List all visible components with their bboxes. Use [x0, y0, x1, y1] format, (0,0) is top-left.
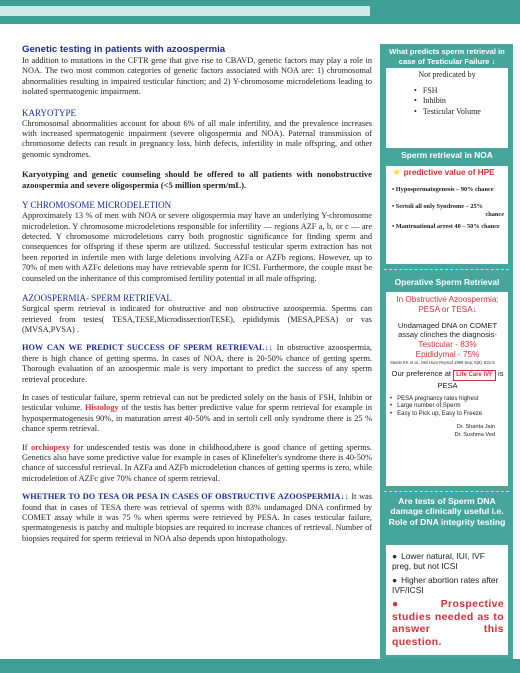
top-banner: [0, 0, 520, 24]
orchiopexy-highlight: orchiopexy: [30, 442, 70, 452]
operative-panel: [386, 292, 508, 486]
operative-testicular: Testicular - 83%: [418, 339, 477, 349]
signature-name: Dr. Sushma Ved: [454, 431, 495, 438]
dna-item-text: Lower natural, IUI, IVF preg, but not ICSI: [392, 551, 485, 571]
dna-item: ● Lower natural, IUI, IVF preg, but not ICSI: [392, 551, 485, 571]
predict-heading: HOW CAN WE PREDICT SUCCESS OF SPERM RETRIEVAL↓↓: [22, 343, 273, 353]
hpe-panel: [386, 166, 508, 264]
tesa-text: It was found that in cases of TESA there was retrieval of sperms with 83% undamaged DNA confirmed by COMET assay while it was 75 % when sperms were retrieved by PESA. In cases testicular failure, spermatogenesis is patchy and multiple biopsies are required to increase chances of retrieval. Number of biopsies required for sperm retrieval in NOA also depends upon histopathology.: [22, 492, 373, 543]
operative-reference: Steele EK et al., Mol Hum Reprod 1999 Sep; 5(9): 831-5: [390, 359, 495, 365]
box1-list: [386, 86, 508, 118]
histology-highlight: Histology: [84, 403, 119, 413]
karyotype-heading: KARYOTYPE: [22, 107, 77, 118]
orchiopexy-paragraph: [22, 443, 372, 485]
lifecare-logo: Life Care IVF: [453, 370, 496, 381]
top-banner-band: [0, 6, 370, 16]
sperm-retrieval-paragraph: Surgical sperm retrieval is indicated for obstructive and non obstructive azoospermia. Sperms can retrieved from testes( TESA,TESE,MicrodissectionTESE), epididymis (MESA,PESA) or vas (MVSA,PVSA) .: [22, 304, 372, 334]
bottom-banner: [0, 659, 520, 673]
signature-block: [390, 424, 505, 438]
hpe-item: • Sertoli all only Syndrome – 25% chance: [392, 203, 504, 218]
hpe-subtitle-text: predictive value of HPE: [403, 168, 495, 177]
hpe-item-label: Mantruational arrest 40 – 50% chance: [395, 223, 500, 230]
sidebar: [380, 44, 513, 659]
hpe-item-label: Hypospermatogenesis – 90% chance: [395, 186, 494, 193]
box1-item: • FSH: [414, 86, 508, 97]
operative-title: Operative Sperm Retrieval: [394, 277, 500, 287]
dna-title: [386, 496, 508, 527]
main-column: [22, 44, 372, 544]
intro-paragraph: In addition to mutations in the CFTR gene that give rise to CBAVD, genetic factors may play a role in NOA. The two most common categories of genetic factors associated with NOA are: 1) chromosomal abnormalities resulting in impaired testicular function; and 2) Y-chromosome microdeletions leading to isolated spermatogenic impairment.: [22, 56, 372, 97]
karyotype-recommendation: Karyotyping and genetic counseling should be offered to all patients with nonobstructive azoospermia and severe oligospermia (<5 million sperm/mL).: [22, 169, 372, 191]
operative-preference: [390, 369, 505, 391]
signature-name: Dr. Shanta Jain: [456, 424, 495, 431]
dna-item: ● Higher abortion rates after IVF/ICSI: [392, 575, 499, 595]
box1-item: • Inhibin: [414, 96, 508, 107]
failure-paragraph: [22, 393, 372, 435]
predict-text: In obstructive azoospermia, there is high chance of getting sperms. In cases of NOA, there is 20-50% chance of getting sperm. Thorough evaluation of an azoospermic male is very important to predict the success of any sperm retrieval procedure.: [22, 343, 372, 384]
box1-item: • Testicular Volume: [414, 107, 508, 118]
dna-title-text: Are tests of Sperm DNA damage clinically useful i.e. Role of DNA integrity testing: [388, 496, 506, 527]
section-title: Genetic testing in patients with azoospermia: [22, 44, 226, 55]
operative-item: • Easy to Pick up, Easy to Freeze: [390, 411, 505, 419]
hpe-title: Sperm retrieval in NOA: [401, 150, 493, 160]
hpe-item: • Hypospermatogenesis – 90% chance: [392, 186, 494, 193]
operative-dna: Undamaged DNA on COMET assay clinches the diagnosis-: [397, 321, 498, 340]
dna-item-text: Higher abortion rates after IVF/ICSI: [392, 575, 499, 595]
pointing-hand-icon: ☛: [394, 168, 402, 177]
divider: [384, 491, 509, 492]
operative-item: • Large number of Sperm: [390, 403, 505, 411]
predict-paragraph: [22, 343, 372, 385]
y-chromosome-paragraph: Approximately 13 % of men with NOA or severe oligospermia may have an underlying Y-chromosome microdeletion. Y chromosome microdeletions responsible for infertility — regions AZF a, b, or c — are detected. Y chromosome microdeletions carry both prognostic significance for finding sperm and consequences for offspring if these sperm are utilized. Successful testicular sperm extraction has not been reported in infertile men with large deletions involving AZFa or AZFb regions. However, up to 70% of men with AZFc deletions may have retrievable sperm for ICSI. Furthermore, the couple must be counseled on the inheritance of this compromised fertility potential in all male offspring.: [22, 211, 372, 283]
box1-panel: [386, 68, 508, 148]
box1-subtitle: Not predicated by: [418, 70, 476, 79]
box1-title: What predicts sperm retrieval in case of Testicular Failure ↓: [389, 47, 505, 66]
orchiopexy-text-b: for undescended testis was done in childhood,there is good chance of getting sperms. Genetics also have some predictive value for example in cases of Klinefelter's syndrome there is 40-50% chance of successful retrieval. In AZFa and AZFb microdeletion chances of getting sperms is zero, while microdeletion of AZFc give 70% chance of sperm retrieval.: [22, 442, 372, 483]
hpe-item-label: Sertoli all only Syndrome – 25%: [395, 203, 483, 210]
orchiopexy-text-a: If: [22, 442, 31, 452]
karyotype-paragraph: Chromosomal abnormalities account for about 6% of all male infertility, and the prevalence increases with increased spermatogenic impairment (severe oligospermia and NOA). Paternal transmission of chromosome defects can result in pregnancy loss, birth defects, infertility in male offspring, and other genomic syndromes.: [22, 118, 372, 159]
hpe-item-rest: chance: [485, 211, 504, 218]
sperm-retrieval-heading: AZOOSPERMIA- SPERM RETRIEVAL: [22, 293, 172, 304]
preference-text-a: Our preference at: [391, 368, 452, 378]
y-chromosome-heading: Y CHROMOSOME MICRODELETION: [22, 200, 172, 211]
operative-epididymal: Epididymal - 75%: [415, 349, 480, 359]
prospective-note: ● Prospective studies needed as to answer this question.: [392, 599, 504, 648]
divider: [384, 269, 509, 270]
operative-list: [390, 396, 505, 419]
tesa-paragraph: [22, 492, 372, 544]
hpe-item: • Mantruational arrest 40 – 50% chance: [392, 223, 500, 230]
dna-panel: [386, 545, 508, 655]
tesa-heading: WHETHER TO DO TESA OR PESA IN CASES OF OBSTRUCTIVE AZOOSPERMIA↓↓: [22, 492, 349, 502]
prospective-text: Prospective studies needed as to answer this question.: [392, 599, 504, 648]
preference-text-b: is PESA: [437, 368, 504, 391]
operative-item: • PESA pregnancy rates highest: [390, 396, 505, 404]
operative-obstructive: In Obstructive Azoospermia: PESA or TESA↓: [396, 295, 499, 314]
failure-text-b: of the testis has better predictive value for sperm retrieval for example in hypospermatogenesis 90%, in maturation arrest 40-50% and in sertoli cell only syndrome there is 25 % chance sperm retrieval.: [22, 403, 372, 434]
hpe-subtitle: [394, 169, 504, 177]
failure-text-a: In cases of testicular failure, sperm retrieval can not be predicted solely on the basis of FSH, Inhibin or testicular volume.: [22, 392, 372, 413]
